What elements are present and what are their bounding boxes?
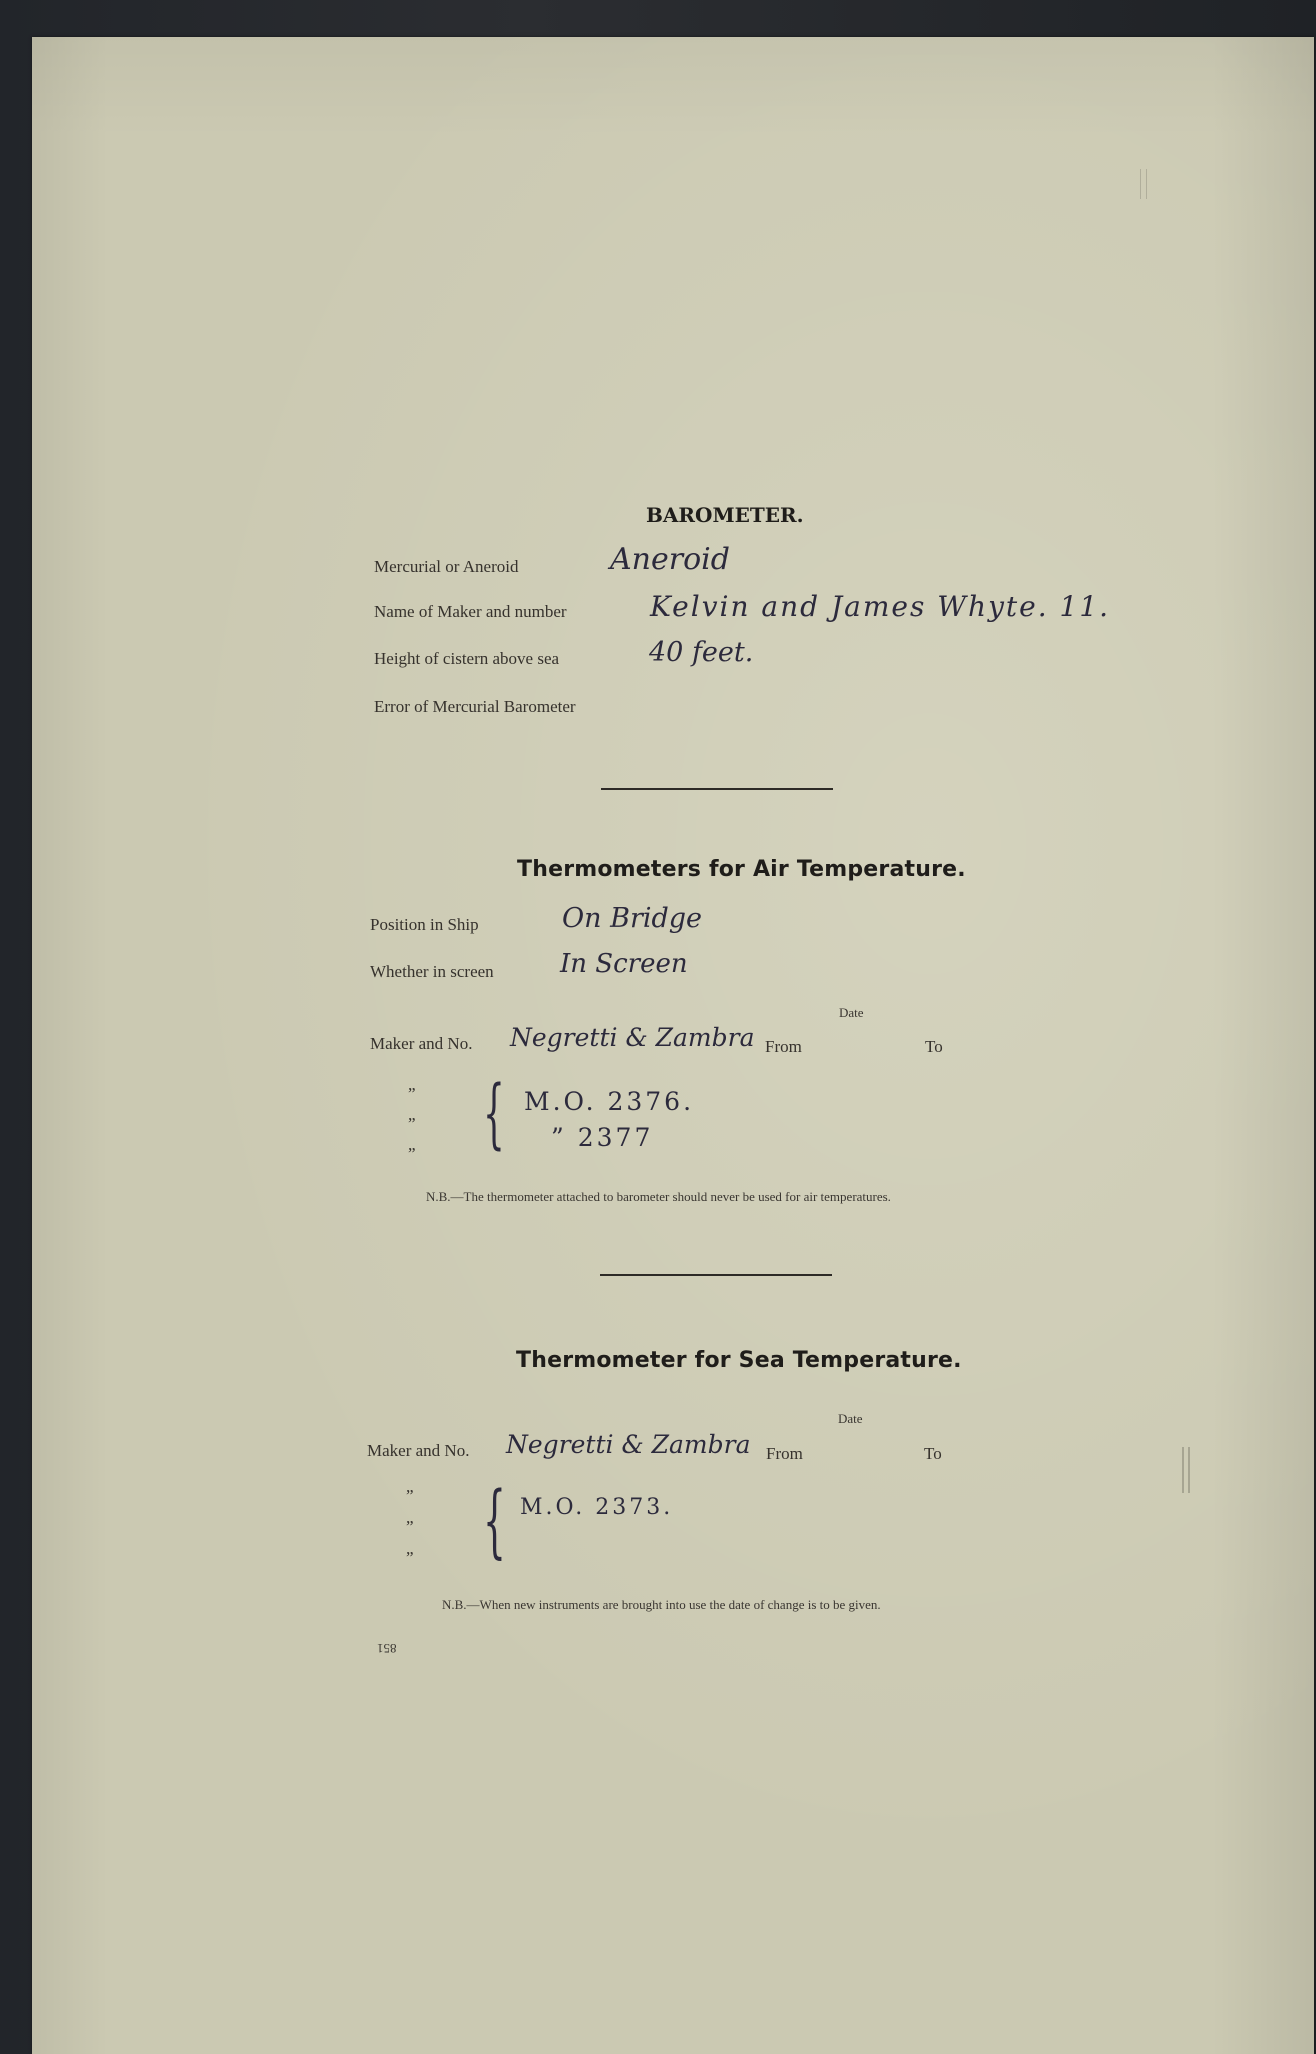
air-ditto-2: ” — [408, 1114, 416, 1133]
position-value: On Bridge — [562, 903, 703, 934]
sea-ditto-3: ” — [406, 1548, 414, 1567]
maker-label: Name of Maker and number — [374, 602, 567, 621]
air-ditto-1: ” — [408, 1084, 416, 1103]
height-value: 40 feet. — [649, 637, 754, 668]
section-divider-2 — [600, 1274, 832, 1276]
air-brace: { — [483, 1068, 505, 1157]
air-maker-label: Maker and No. — [370, 1034, 473, 1053]
air-number-1: M.O. 2376. — [524, 1087, 695, 1116]
air-date-label: Date — [839, 1005, 864, 1020]
height-label: Height of cistern above sea — [374, 649, 560, 668]
barometer-heading: BAROMETER. — [646, 503, 804, 527]
document-page — [32, 37, 1314, 2054]
air-from-label: From — [765, 1037, 802, 1056]
pencil-mark — [1188, 1447, 1190, 1493]
sea-note: N.B.—When new instruments are brought into use the date of change is to be given. — [442, 1597, 881, 1612]
air-heading: Thermometers for Air Temperature. — [517, 857, 966, 882]
air-number-2: ” 2377 — [551, 1123, 654, 1152]
air-note: N.B.—The thermometer attached to barometer should never be used for air temperatures. — [426, 1189, 891, 1204]
sea-brace: { — [483, 1474, 506, 1567]
sea-maker-label: Maker and No. — [367, 1441, 470, 1460]
error-label: Error of Mercurial Barometer — [374, 697, 576, 716]
mercurial-value: Aneroid — [610, 542, 730, 577]
sea-heading: Thermometer for Sea Temperature. — [516, 1348, 962, 1373]
pencil-mark — [1182, 1447, 1184, 1493]
sea-ditto-1: ” — [406, 1486, 414, 1505]
air-maker-value: Negretti & Zambra — [510, 1023, 755, 1052]
sea-from-label: From — [766, 1444, 803, 1463]
air-to-label: To — [925, 1037, 943, 1056]
sea-to-label: To — [924, 1444, 942, 1463]
sea-number-1: M.O. 2373. — [520, 1495, 674, 1520]
position-label: Position in Ship — [370, 915, 479, 934]
maker-value: Kelvin and James Whyte. 11. — [650, 590, 1111, 623]
page-code: 851 — [377, 1641, 397, 1656]
air-ditto-3: ” — [408, 1144, 416, 1163]
mercurial-label: Mercurial or Aneroid — [374, 557, 519, 576]
sea-date-label: Date — [838, 1411, 863, 1426]
pencil-mark — [1140, 169, 1141, 199]
pencil-mark — [1146, 169, 1147, 199]
screen-value: In Screen — [560, 949, 688, 979]
sea-ditto-2: ” — [406, 1517, 414, 1536]
screen-label: Whether in screen — [370, 962, 494, 981]
section-divider-1 — [601, 788, 833, 790]
sea-maker-value: Negretti & Zambra — [506, 1430, 751, 1459]
